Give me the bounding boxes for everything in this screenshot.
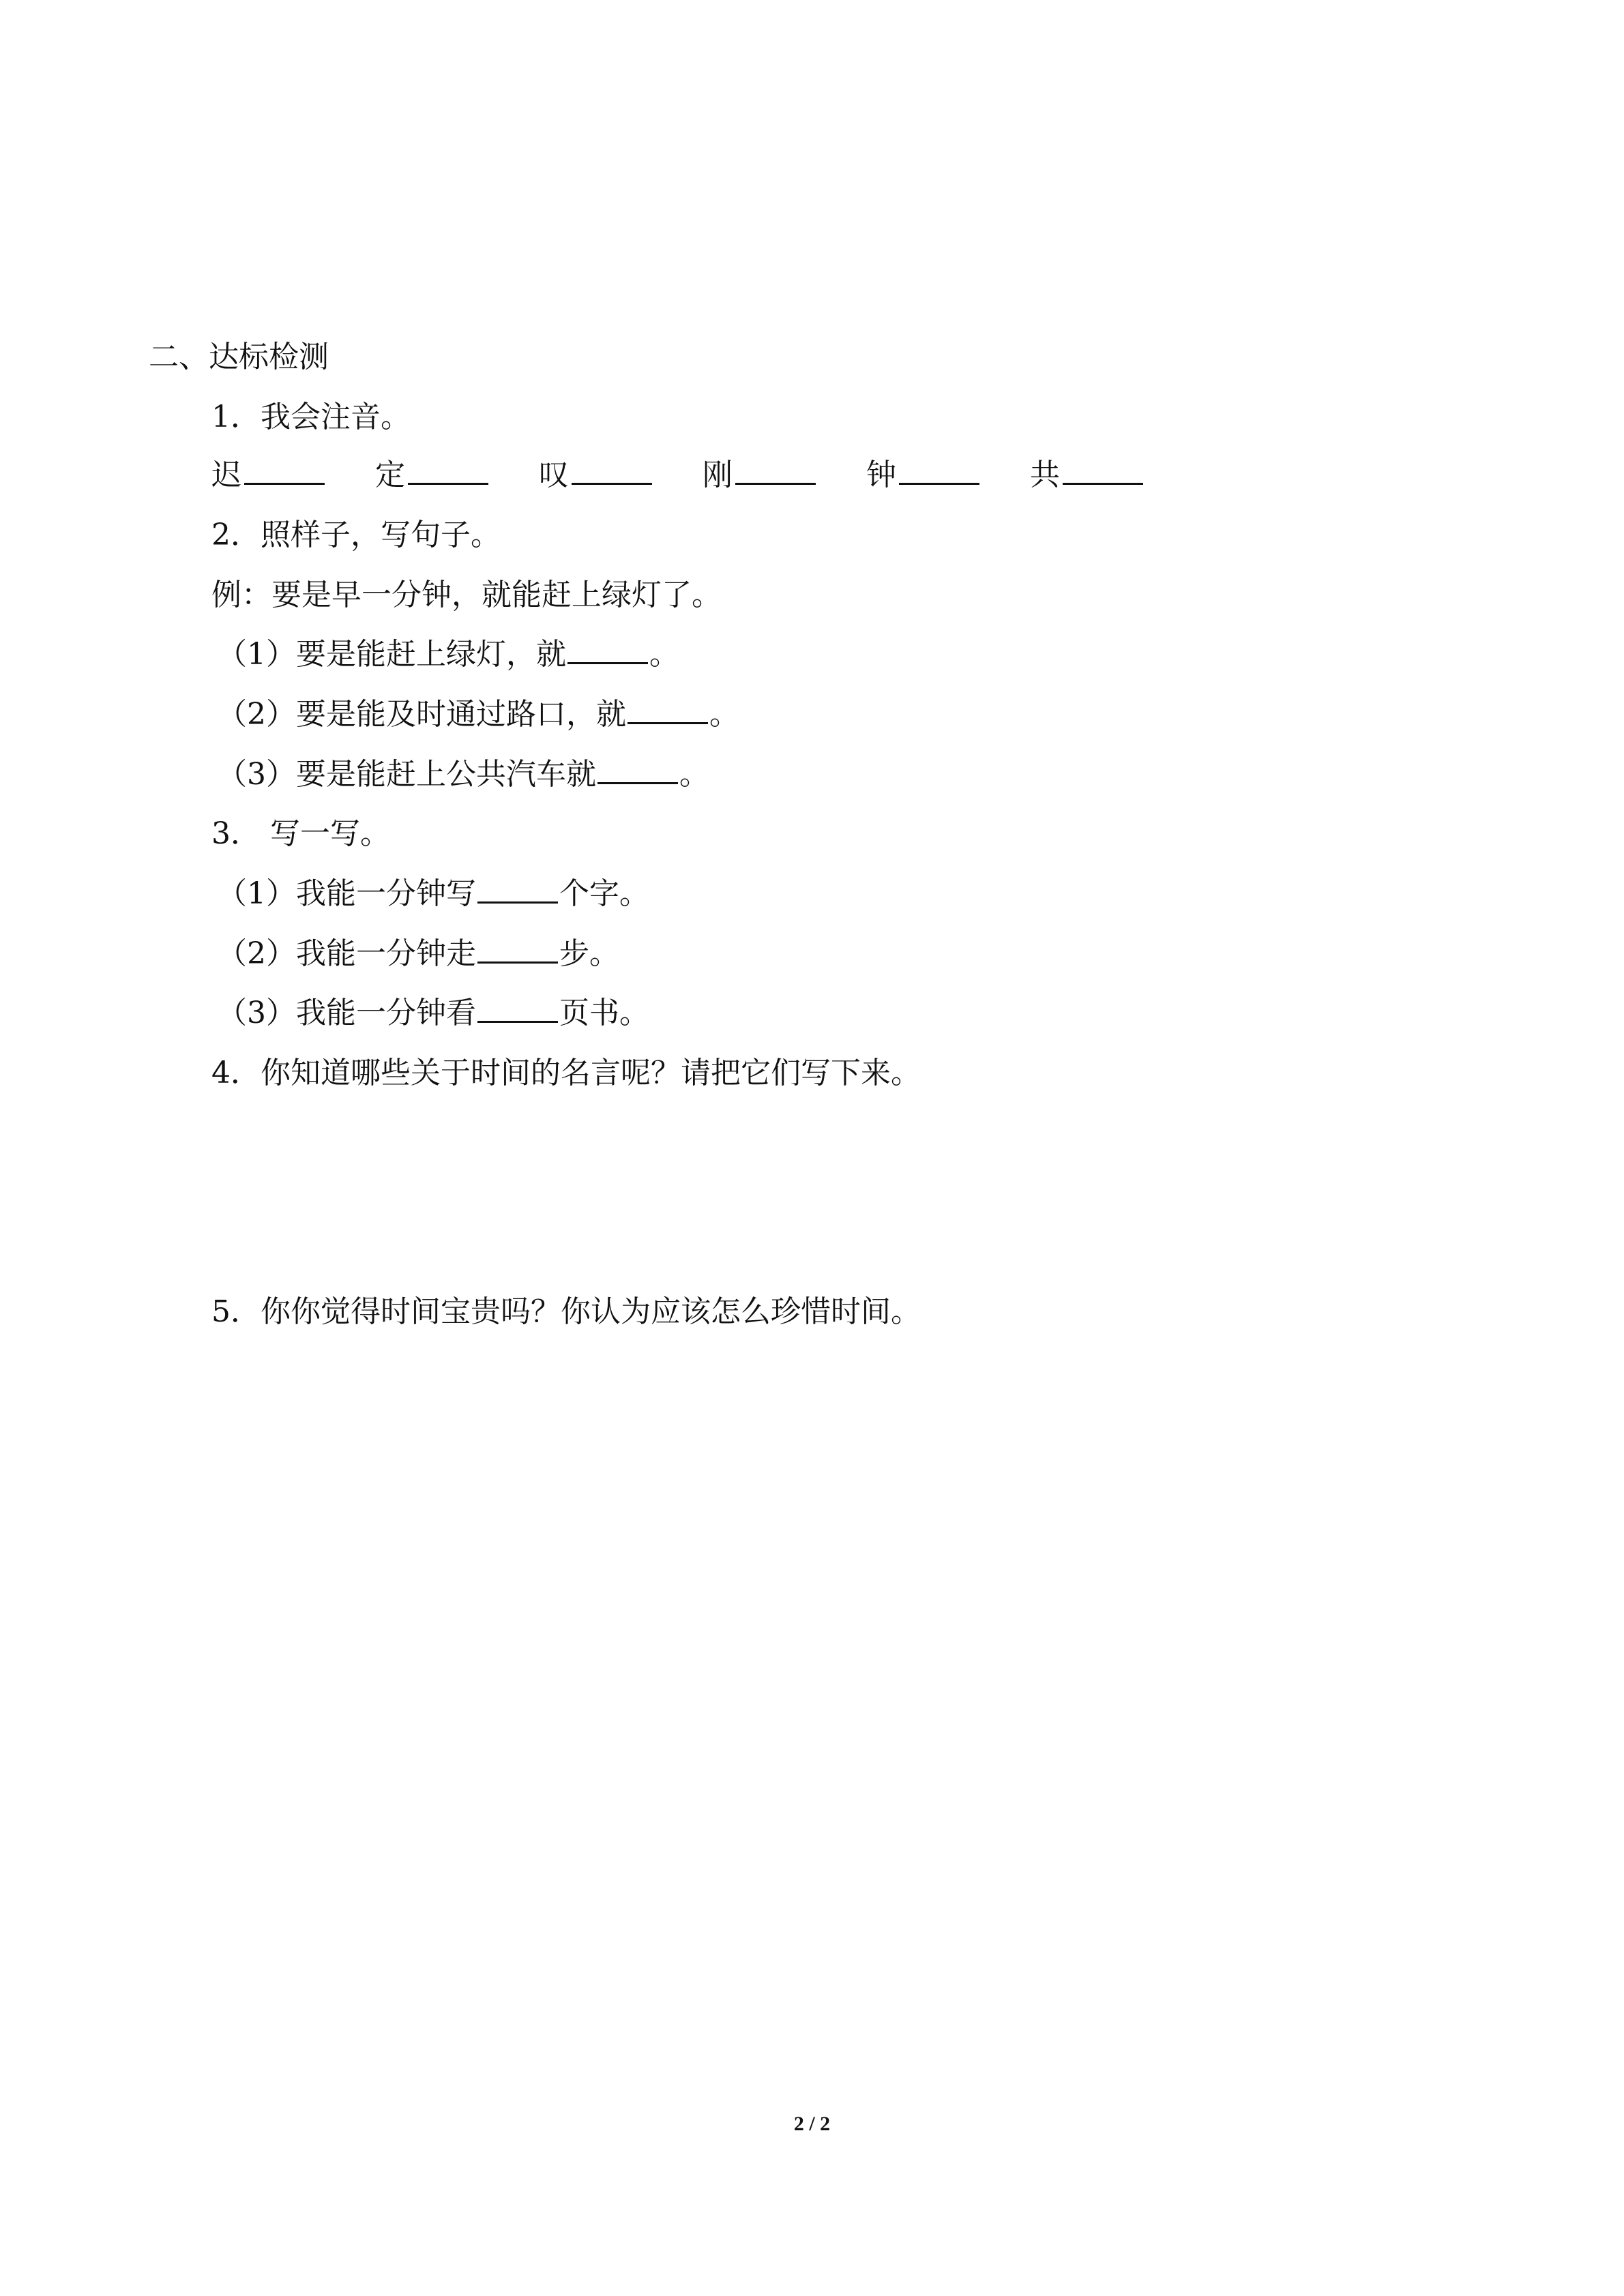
pinyin-item	[703, 455, 866, 496]
answer-blank[interactable]	[477, 934, 558, 964]
question-3-item	[217, 993, 649, 1034]
question-2-item	[217, 694, 739, 735]
pinyin-char: 定	[375, 458, 405, 492]
question-4-title: 4．你知道哪些关于时间的名言呢？请把它们写下来。	[211, 1056, 921, 1090]
answer-blank[interactable]	[244, 456, 325, 485]
question-5-title: 5．你你觉得时间宝贵吗？你认为应该怎么珍惜时间。	[211, 1294, 921, 1329]
item-prefix: （3）要是能赶上公共汽车就	[217, 757, 596, 792]
answer-blank[interactable]	[477, 874, 558, 904]
pinyin-item	[211, 455, 375, 496]
pinyin-char: 刚	[703, 458, 733, 492]
answer-blank[interactable]	[735, 456, 816, 485]
answer-blank[interactable]	[477, 994, 558, 1023]
pinyin-row	[211, 455, 1194, 496]
question-2-item	[217, 754, 709, 795]
question-3-item	[217, 934, 619, 974]
pinyin-item	[866, 455, 1030, 496]
item-suffix: 。	[649, 637, 679, 672]
pinyin-char: 钟	[866, 458, 896, 492]
item-prefix: （2）要是能及时通过路口，就	[217, 697, 626, 732]
answer-blank[interactable]	[408, 456, 488, 485]
question-2-item	[217, 634, 679, 675]
question-1-title: 1．我会注音。	[211, 400, 411, 434]
item-suffix: 。	[709, 697, 739, 732]
answer-blank[interactable]	[567, 635, 648, 664]
pinyin-item	[539, 455, 703, 496]
answer-blank[interactable]	[1063, 456, 1143, 485]
pinyin-item	[1030, 455, 1194, 496]
pinyin-item	[375, 455, 539, 496]
item-suffix: 步。	[559, 936, 619, 971]
pinyin-char: 迟	[211, 458, 241, 492]
item-suffix: 。	[679, 757, 709, 792]
item-prefix: （1）要是能赶上绿灯，就	[217, 637, 566, 672]
item-prefix: （3）我能一分钟看	[217, 996, 476, 1030]
question-3-title: 3． 写一写。	[211, 816, 390, 851]
pinyin-char: 叹	[539, 458, 569, 492]
item-prefix: （1）我能一分钟写	[217, 876, 476, 911]
item-suffix: 个字。	[559, 876, 649, 911]
question-2-example: 例：要是早一分钟，就能赶上绿灯了。	[211, 578, 722, 612]
section-title: 二、达标检测	[149, 340, 329, 374]
answer-blank[interactable]	[628, 695, 708, 724]
page-number: 2 / 2	[793, 2113, 831, 2135]
answer-blank[interactable]	[572, 456, 652, 485]
item-suffix: 页书。	[559, 996, 649, 1030]
answer-blank[interactable]	[597, 755, 678, 784]
question-2-title: 2．照样子，写句子。	[211, 518, 501, 552]
answer-blank[interactable]	[899, 456, 979, 485]
pinyin-char: 共	[1030, 458, 1060, 492]
item-prefix: （2）我能一分钟走	[217, 936, 476, 971]
question-3-item	[217, 874, 649, 914]
